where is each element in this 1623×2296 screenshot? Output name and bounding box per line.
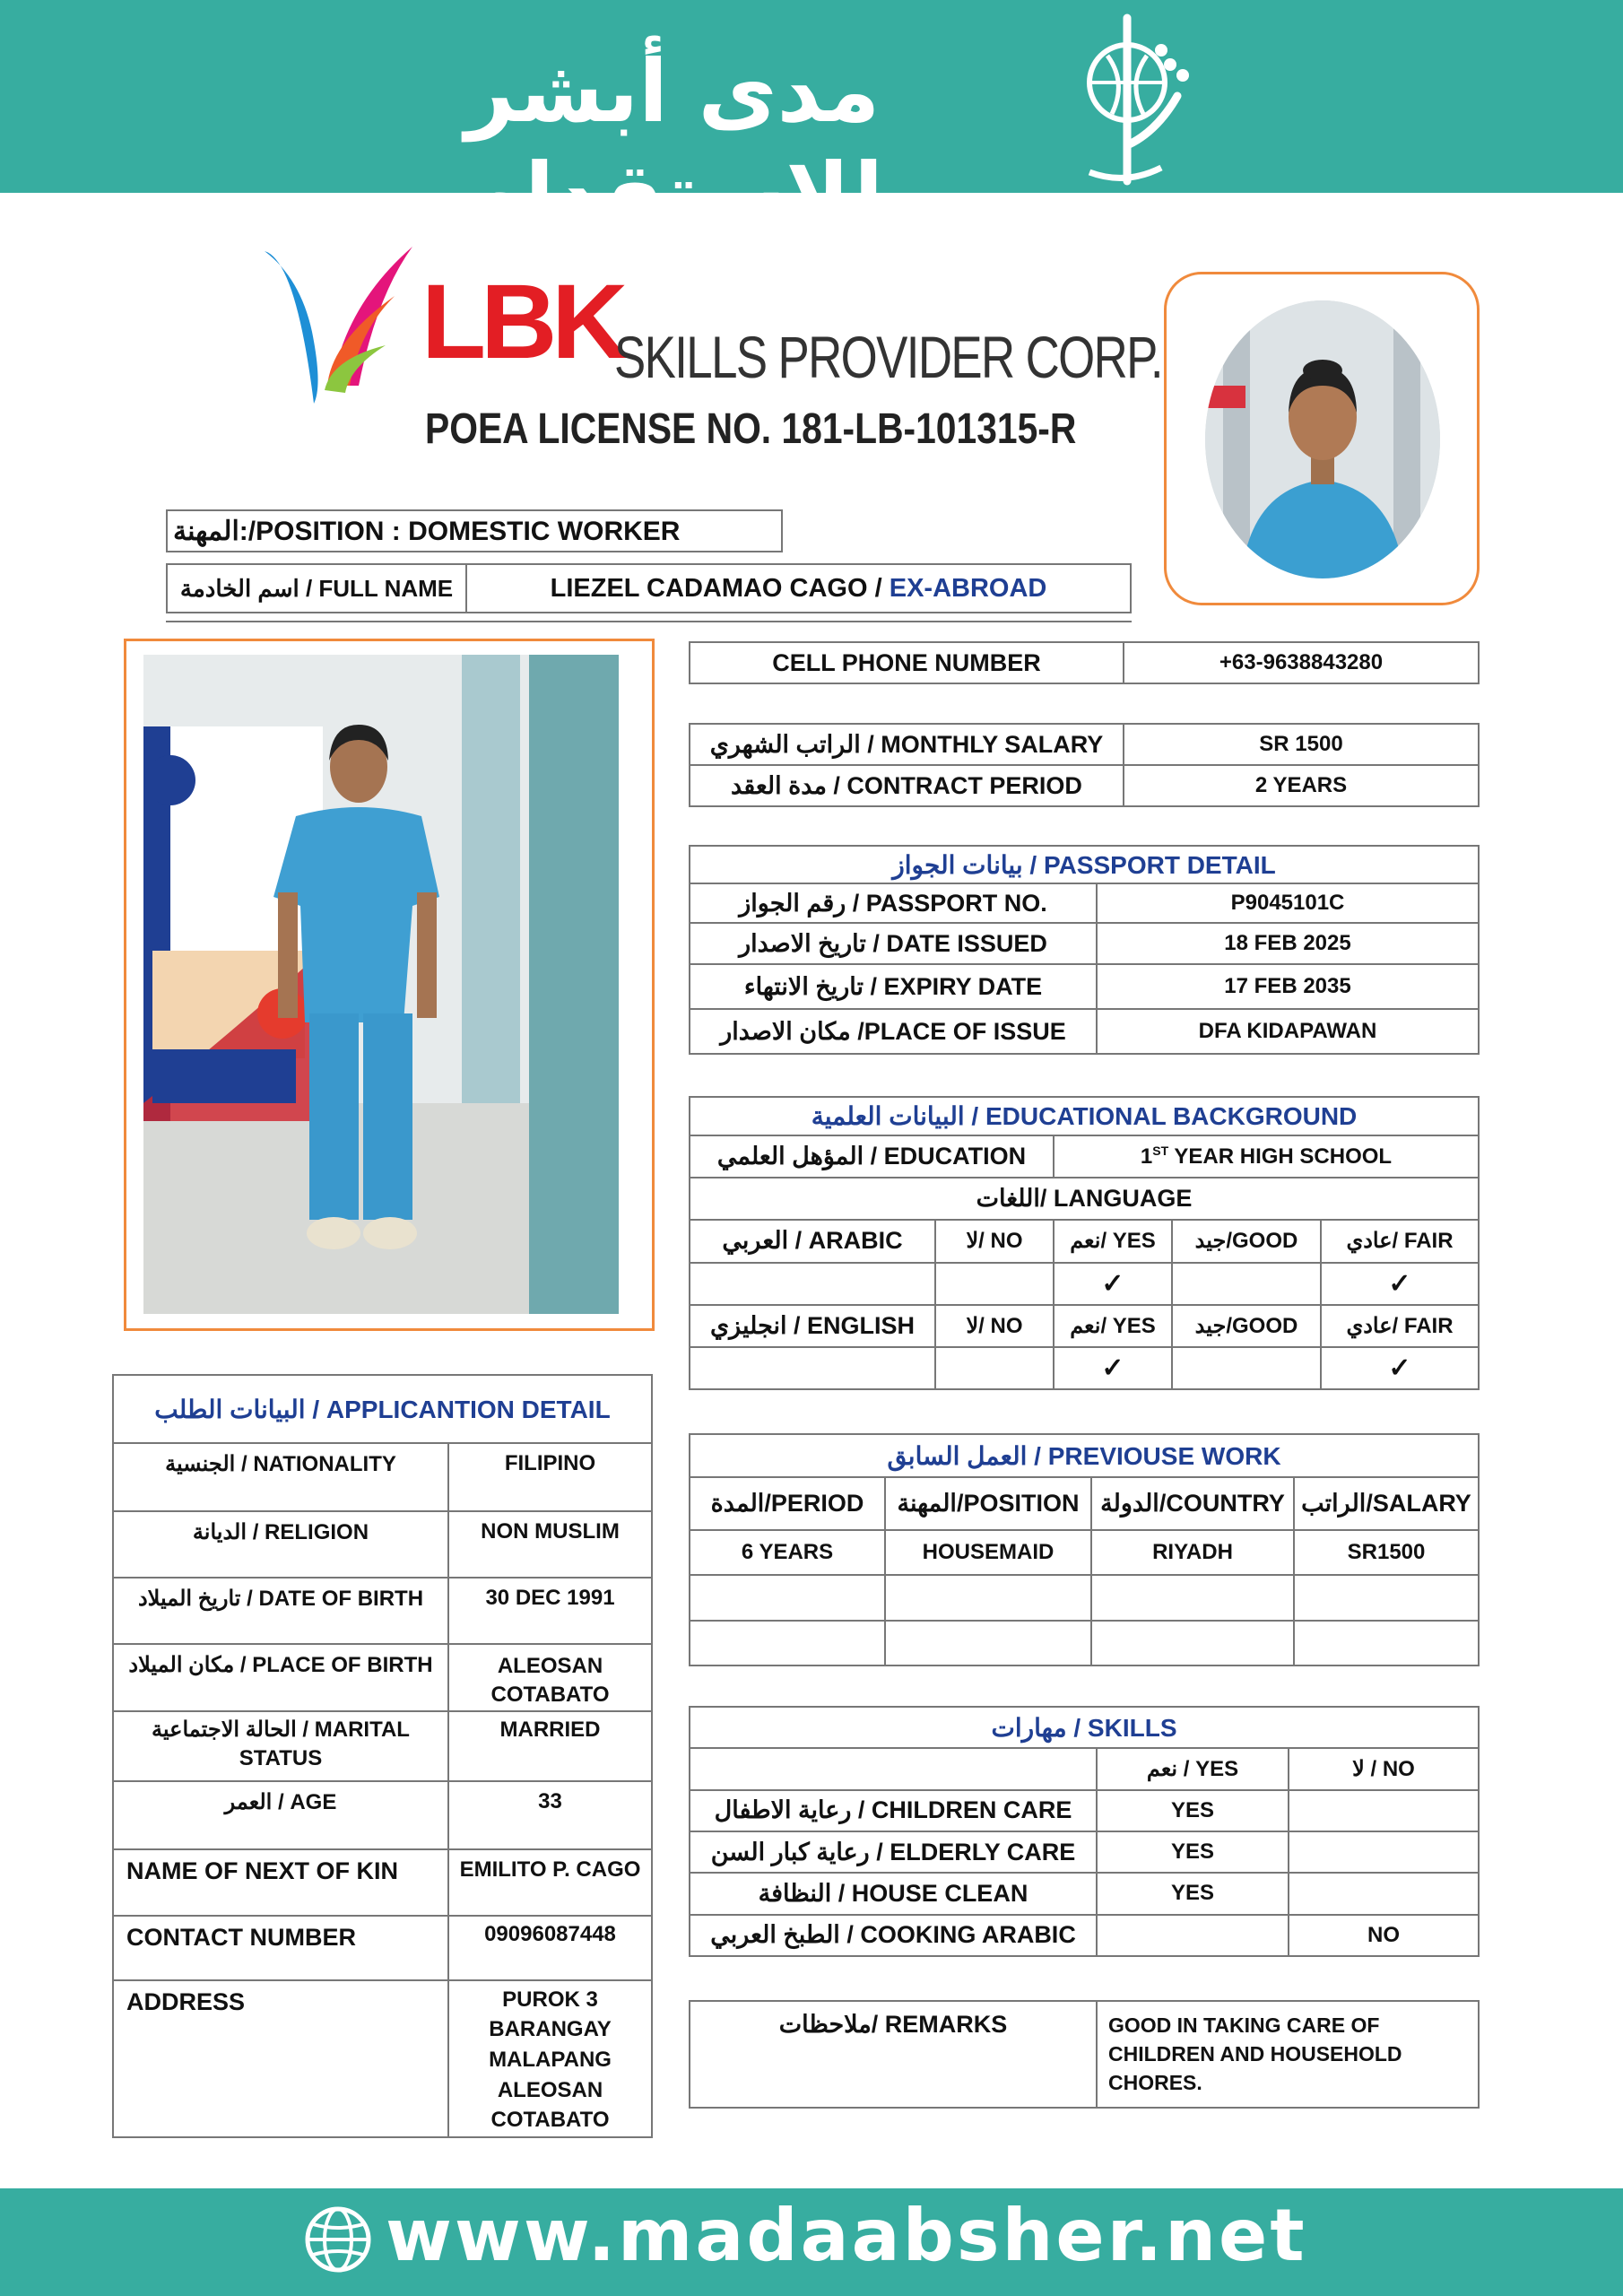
period-value: 2 YEARS	[1124, 765, 1479, 806]
work-header-period: المدة/PERIOD	[690, 1477, 885, 1529]
brand-title: مدى أبشر للاستقدام	[461, 41, 884, 246]
work-empty-cell	[885, 1621, 1091, 1665]
work-position: HOUSEMAID	[885, 1530, 1091, 1575]
place-of-birth-label: مكان الميلاد / PLACE OF BIRTH	[113, 1644, 448, 1711]
position-table	[166, 509, 783, 552]
arabic-label: العربي / ARABIC	[690, 1220, 935, 1262]
age-value: 33	[448, 1781, 652, 1849]
work-empty-cell	[690, 1575, 885, 1620]
nationality-label: الجنسية / NATIONALITY	[113, 1443, 448, 1511]
salary-value: SR 1500	[1124, 724, 1479, 765]
full-name-cell	[466, 564, 1131, 613]
full-body-photo	[143, 655, 619, 1314]
date-of-birth-label: تاريخ الميلاد / DATE OF BIRTH	[113, 1578, 448, 1644]
lbk-swoosh-logo	[260, 242, 421, 416]
nationality-value: FILIPINO	[448, 1443, 652, 1511]
english-yes-check: ✓	[1054, 1347, 1172, 1389]
english-good-mark	[1172, 1347, 1321, 1389]
religion-label: الديانة / RELIGION	[113, 1511, 448, 1578]
passport-title: بيانات الجواز / PASSPORT DETAIL	[690, 846, 1479, 883]
arabic-good-mark	[1172, 1263, 1321, 1305]
place-of-issue-value: DFA KIDAPAWAN	[1097, 1009, 1479, 1054]
next-of-kin-value: EMILITO P. CAGO	[448, 1849, 652, 1916]
english-col-fair: عادي/ FAIR	[1321, 1305, 1479, 1347]
date-of-birth-value: 30 DEC 1991	[448, 1578, 652, 1644]
globe-icon	[303, 2205, 373, 2278]
english-col-no: لا/ NO	[935, 1305, 1054, 1347]
application-table	[112, 1374, 653, 2138]
house-clean-label: النظافة / HOUSE CLEAN	[690, 1873, 1097, 1914]
arabic-no-mark	[935, 1263, 1054, 1305]
cooking-arabic-label: الطبخ العربي / COOKING ARABIC	[690, 1915, 1097, 1956]
divider	[166, 621, 1132, 622]
education-value-sup: ST	[1152, 1144, 1169, 1159]
skills-col-yes: نعم / YES	[1097, 1748, 1289, 1789]
elderly-care-label: رعاية كبار السن / ELDERLY CARE	[690, 1831, 1097, 1873]
phone-value: +63-9638843280	[1124, 642, 1479, 683]
arabic-yes-check: ✓	[1054, 1263, 1172, 1305]
work-salary: SR1500	[1294, 1530, 1479, 1575]
next-of-kin-label: NAME OF NEXT OF KIN	[113, 1849, 448, 1916]
skills-title: مهارات / SKILLS	[690, 1707, 1479, 1748]
full-name-value: LIEZEL CADAMAO CAGO /	[550, 573, 882, 603]
previous-work-title: العمل السابق / PREVIOUSE WORK	[690, 1434, 1479, 1477]
remarks-label: ملاحظات/ REMARKS	[690, 2001, 1097, 2108]
education-label: المؤهل العلمي / EDUCATION	[690, 1135, 1054, 1178]
full-name-label: اسم الخادمة / FULL NAME	[167, 564, 466, 613]
phone-label: CELL PHONE NUMBER	[690, 642, 1124, 683]
arabic-col-no: لا/ NO	[935, 1220, 1054, 1262]
passport-no-value: P9045101C	[1097, 883, 1479, 923]
marital-status-value: MARRIED	[448, 1711, 652, 1781]
arabic-fair-check: ✓	[1321, 1263, 1479, 1305]
age-label: العمر / AGE	[113, 1781, 448, 1849]
education-value-prefix: 1	[1140, 1144, 1153, 1170]
address-value: PUROK 3 BARANGAY MALAPANG ALEOSAN COTABATO	[448, 1980, 652, 2137]
cooking-arabic-no: NO	[1289, 1915, 1479, 1956]
work-empty-cell	[1294, 1621, 1479, 1665]
work-empty-cell	[1091, 1575, 1294, 1620]
work-empty-cell	[690, 1621, 885, 1665]
license-number: POEA LICENSE NO. 181-LB-101315-R	[425, 405, 1077, 453]
english-col-yes: نعم/ YES	[1054, 1305, 1172, 1347]
arabic-col-fair: عادي/ FAIR	[1321, 1220, 1479, 1262]
status-value: EX-ABROAD	[889, 573, 1047, 603]
arabic-empty	[690, 1263, 935, 1305]
portrait-photo	[1205, 300, 1440, 578]
children-care-yes: YES	[1097, 1790, 1289, 1831]
children-care-label: رعاية الاطفال / CHILDREN CARE	[690, 1790, 1097, 1831]
contract-table	[689, 723, 1480, 807]
work-header-salary: الراتب/SALARY	[1294, 1477, 1479, 1529]
education-value	[1054, 1135, 1479, 1178]
expiry-date-label: تاريخ الانتهاء / EXPIRY DATE	[690, 964, 1097, 1009]
skills-header-empty	[690, 1748, 1097, 1789]
education-value-rest: YEAR HIGH SCHOOL	[1168, 1144, 1393, 1170]
education-title: البيانات العلمية / EDUCATIONAL BACKGROUND	[690, 1097, 1479, 1135]
contact-number-value: 09096087448	[448, 1916, 652, 1980]
marital-status-label: الحالة الاجتماعية / MARITAL STATUS	[113, 1711, 448, 1781]
website-link[interactable]: www.madaabsher.net	[386, 2194, 1307, 2277]
company-logo-letters: LBK	[421, 263, 623, 381]
elderly-care-no	[1289, 1831, 1479, 1873]
application-title: البيانات الطلب / APPLICANTION DETAIL	[113, 1375, 652, 1443]
position-text: المهنة:/POSITION : DOMESTIC WORKER	[167, 510, 782, 552]
period-label: مدة العقد / CONTRACT PERIOD	[690, 765, 1124, 806]
place-of-issue-label: مكان الاصدار /PLACE OF ISSUE	[690, 1009, 1097, 1054]
work-country: RIYADH	[1091, 1530, 1294, 1575]
english-fair-check: ✓	[1321, 1347, 1479, 1389]
expiry-date-value: 17 FEB 2035	[1097, 964, 1479, 1009]
work-empty-cell	[1091, 1621, 1294, 1665]
english-empty	[690, 1347, 935, 1389]
remarks-table	[689, 2000, 1480, 2109]
arabic-col-yes: نعم/ YES	[1054, 1220, 1172, 1262]
children-care-no	[1289, 1790, 1479, 1831]
religion-value: NON MUSLIM	[448, 1511, 652, 1578]
salary-label: الراتب الشهري / MONTHLY SALARY	[690, 724, 1124, 765]
skills-table	[689, 1706, 1480, 1957]
elderly-care-yes: YES	[1097, 1831, 1289, 1873]
address-label: ADDRESS	[113, 1980, 448, 2137]
english-col-good: جيد/GOOD	[1172, 1305, 1321, 1347]
previous-work-table	[689, 1433, 1480, 1666]
contact-number-label: CONTACT NUMBER	[113, 1916, 448, 1980]
date-issued-label: تاريخ الاصدار / DATE ISSUED	[690, 923, 1097, 964]
english-label: انجليزي / ENGLISH	[690, 1305, 935, 1347]
cooking-arabic-yes	[1097, 1915, 1289, 1956]
place-of-birth-value: ALEOSAN COTABATO	[448, 1644, 652, 1711]
education-table	[689, 1096, 1480, 1390]
full-name-table	[166, 563, 1132, 613]
arabic-col-good: جيد/GOOD	[1172, 1220, 1321, 1262]
work-period: 6 YEARS	[690, 1530, 885, 1575]
work-empty-cell	[885, 1575, 1091, 1620]
phone-table	[689, 641, 1480, 684]
passport-table	[689, 845, 1480, 1055]
english-no-mark	[935, 1347, 1054, 1389]
house-clean-no	[1289, 1873, 1479, 1914]
remarks-value: GOOD IN TAKING CARE OF CHILDREN AND HOUSEHOLD CHORES.	[1097, 2001, 1479, 2108]
passport-no-label: رقم الجواز / PASSPORT NO.	[690, 883, 1097, 923]
work-header-position: المهنة/POSITION	[885, 1477, 1091, 1529]
skills-col-no: لا / NO	[1289, 1748, 1479, 1789]
company-logo-subtitle: SKILLS PROVIDER CORP.	[614, 324, 1162, 390]
work-header-country: الدولة/COUNTRY	[1091, 1477, 1294, 1529]
brand-logo-icon	[1072, 11, 1197, 189]
language-label: اللغات/ LANGUAGE	[690, 1178, 1479, 1220]
date-issued-value: 18 FEB 2025	[1097, 923, 1479, 964]
house-clean-yes: YES	[1097, 1873, 1289, 1914]
work-empty-cell	[1294, 1575, 1479, 1620]
